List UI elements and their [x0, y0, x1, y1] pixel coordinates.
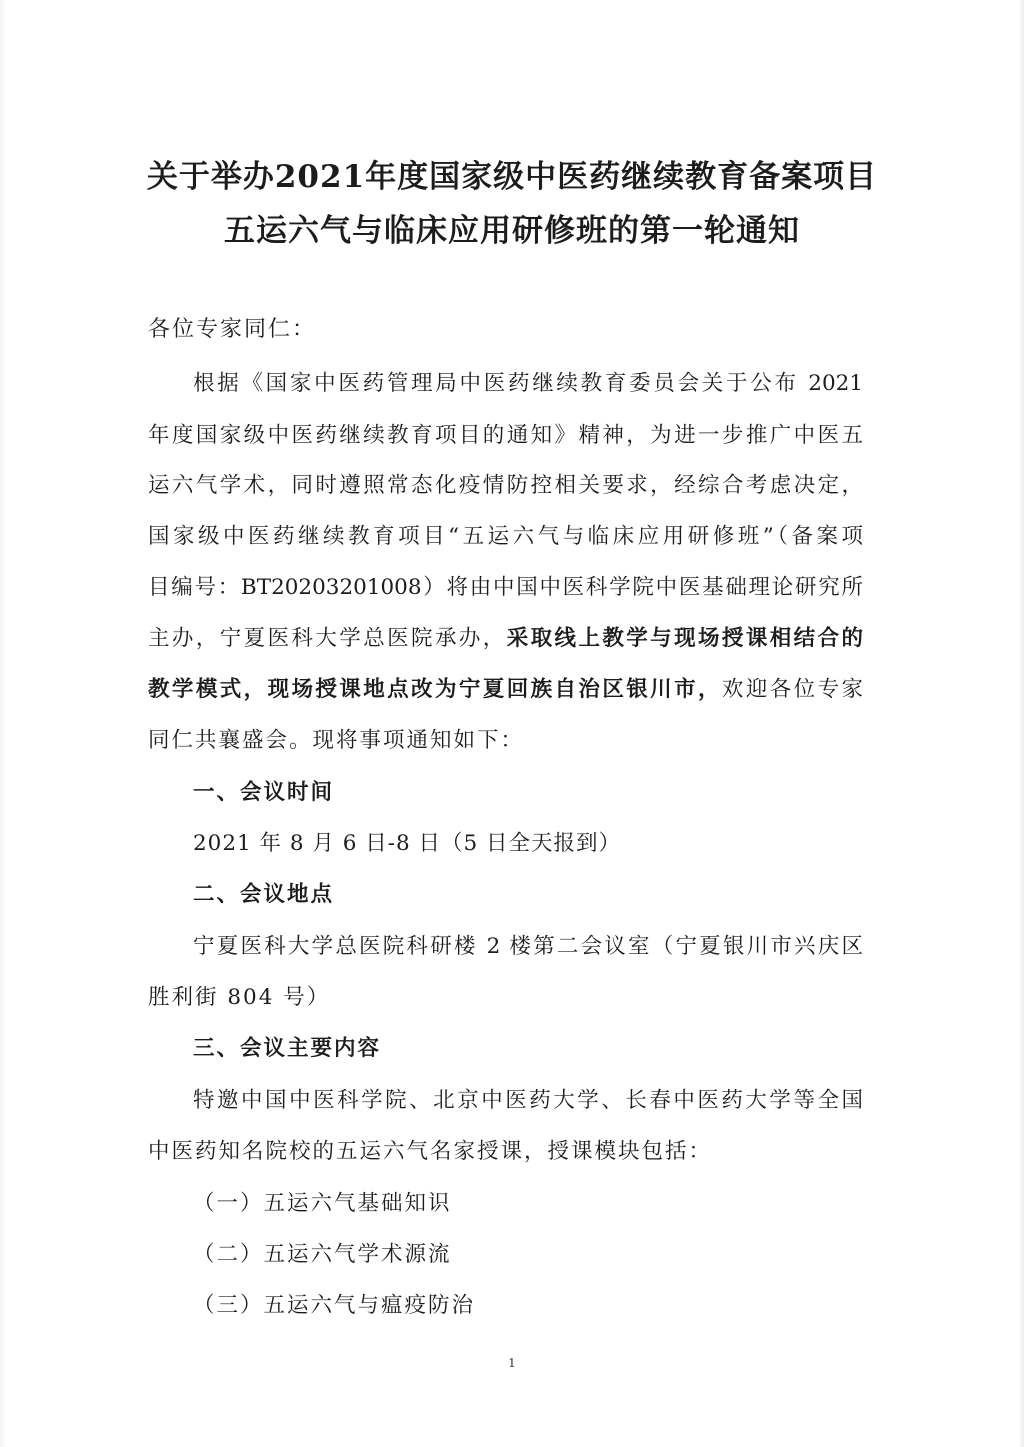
content-line-1: 特邀中国中医科学院、北京中医药大学、长春中医药大学等全国	[193, 1088, 863, 1113]
section-heading-time: 一、会议时间	[193, 780, 335, 805]
meeting-location-line-1: 宁夏医科大学总医院科研楼 2 楼第二会议室（宁夏银川市兴庆区	[193, 934, 863, 959]
paragraph-line: 年度国家级中医药继续教育项目的通知》精神，为进一步推广中医五	[148, 423, 863, 448]
greeting: 各位专家同仁：	[148, 317, 317, 342]
paragraph-line: 国家级中医药继续教育项目“五运六气与临床应用研修班”（备案项	[148, 524, 863, 549]
module-item: （二）五运六气学术源流	[193, 1242, 452, 1267]
paragraph-line: 根据《国家中医药管理局中医药继续教育委员会关于公布 2021	[193, 371, 863, 396]
normal-text: 主办，宁夏医科大学总医院承办，	[148, 626, 507, 651]
module-item: （一）五运六气基础知识	[193, 1191, 452, 1216]
title-line-2: 五运六气与临床应用研修班的第一轮通知	[224, 213, 800, 249]
paragraph-line-mixed	[148, 621, 863, 657]
module-item: （三）五运六气与瘟疫防治	[193, 1293, 476, 1318]
paragraph-line: 目编号：BT20203201008）将由中国中医科学院中医基础理论研究所	[148, 575, 863, 600]
content-line-2: 中医药知名院校的五运六气名家授课，授课模块包括：	[148, 1139, 713, 1164]
section-heading-content: 三、会议主要内容	[193, 1036, 382, 1061]
bold-text: 教学模式，现场授课地点改为宁夏回族自治区银川市，	[148, 677, 722, 702]
paragraph-line: 运六气学术，同时遵照常态化疫情防控相关要求，经综合考虑决定，	[148, 473, 863, 498]
paragraph-line: 同仁共襄盛会。现将事项通知如下：	[148, 728, 525, 753]
meeting-time: 2021 年 8 月 6 日-8 日（5 日全天报到）	[193, 831, 622, 856]
page-number: 1	[508, 1356, 516, 1370]
meeting-location-line-2: 胜利街 804 号）	[148, 985, 331, 1010]
section-heading-location: 二、会议地点	[193, 882, 335, 907]
bold-text: 采取线上教学与现场授课相结合的	[506, 626, 863, 651]
normal-text: 欢迎各位专家	[721, 677, 863, 702]
document-title	[0, 150, 1024, 258]
paragraph-line-mixed	[148, 672, 863, 708]
title-line-1: 关于举办2021年度国家级中医药继续教育备案项目	[146, 159, 878, 195]
